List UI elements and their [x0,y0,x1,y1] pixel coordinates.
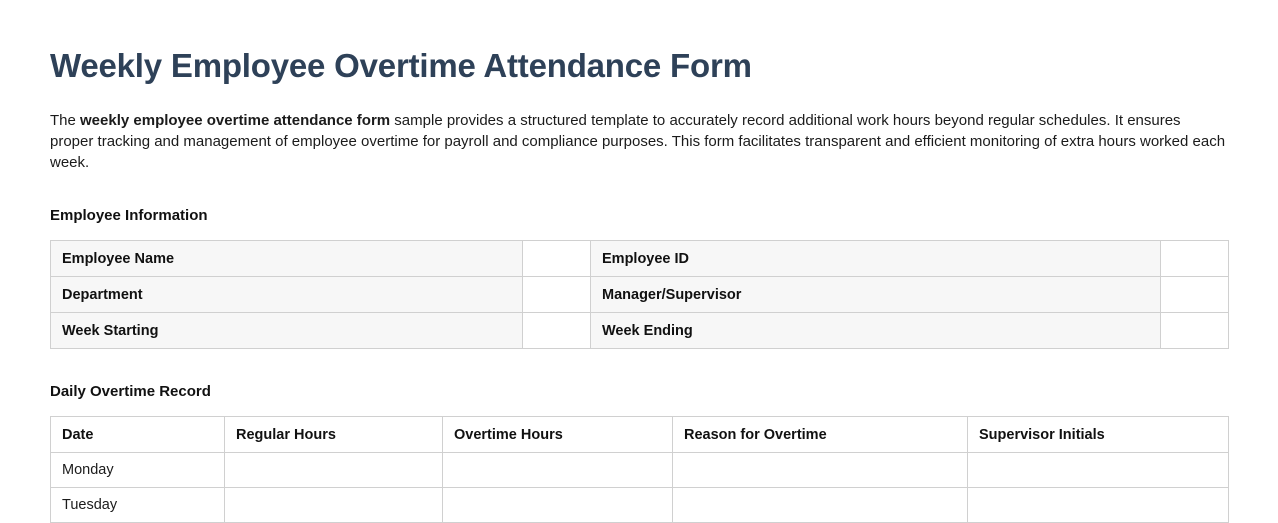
department-field[interactable] [523,277,591,313]
manager-supervisor-field[interactable] [1161,277,1229,313]
column-header-regular-hours: Regular Hours [225,417,443,453]
week-ending-label: Week Ending [591,313,1161,349]
intro-lead-text: The [50,112,81,129]
monday-reason-field[interactable] [673,453,968,488]
week-ending-field[interactable] [1161,313,1229,349]
intro-paragraph [50,110,1228,173]
page-title: Weekly Employee Overtime Attendance Form [50,47,752,84]
employee-id-field[interactable] [1161,241,1229,277]
day-label-monday: Monday [51,453,225,488]
tuesday-reason-field[interactable] [673,488,968,523]
monday-initials-field[interactable] [968,453,1229,488]
column-header-date: Date [51,417,225,453]
department-label: Department [51,277,523,313]
tuesday-initials-field[interactable] [968,488,1229,523]
daily-overtime-record-table [50,416,1229,523]
week-starting-field[interactable] [523,313,591,349]
table-header-row [51,417,1229,453]
tuesday-regular-hours-field[interactable] [225,488,443,523]
manager-supervisor-label: Manager/Supervisor [591,277,1161,313]
employee-name-field[interactable] [523,241,591,277]
monday-overtime-hours-field[interactable] [443,453,673,488]
table-row [51,313,1229,349]
employee-information-table [50,240,1229,349]
tuesday-overtime-hours-field[interactable] [443,488,673,523]
intro-bold-text: weekly employee overtime attendance form [80,112,391,129]
column-header-supervisor-initials: Supervisor Initials [968,417,1229,453]
intro-rest-text: sample provides a structured template to accurately record additional work hours beyond regular schedules. It ensures proper tracking and management of employee overtime for payroll and compliance purposes. This form facilitates transparent and efficient monitoring of extra hours worked each week. [50,112,1226,171]
table-row [51,453,1229,488]
monday-regular-hours-field[interactable] [225,453,443,488]
daily-overtime-record-heading: Daily Overtime Record [50,383,211,400]
employee-name-label: Employee Name [51,241,523,277]
table-row [51,241,1229,277]
employee-information-heading: Employee Information [50,207,208,224]
column-header-overtime-hours: Overtime Hours [443,417,673,453]
employee-id-label: Employee ID [591,241,1161,277]
week-starting-label: Week Starting [51,313,523,349]
table-row [51,277,1229,313]
table-row [51,488,1229,523]
day-label-tuesday: Tuesday [51,488,225,523]
column-header-reason-for-overtime: Reason for Overtime [673,417,968,453]
